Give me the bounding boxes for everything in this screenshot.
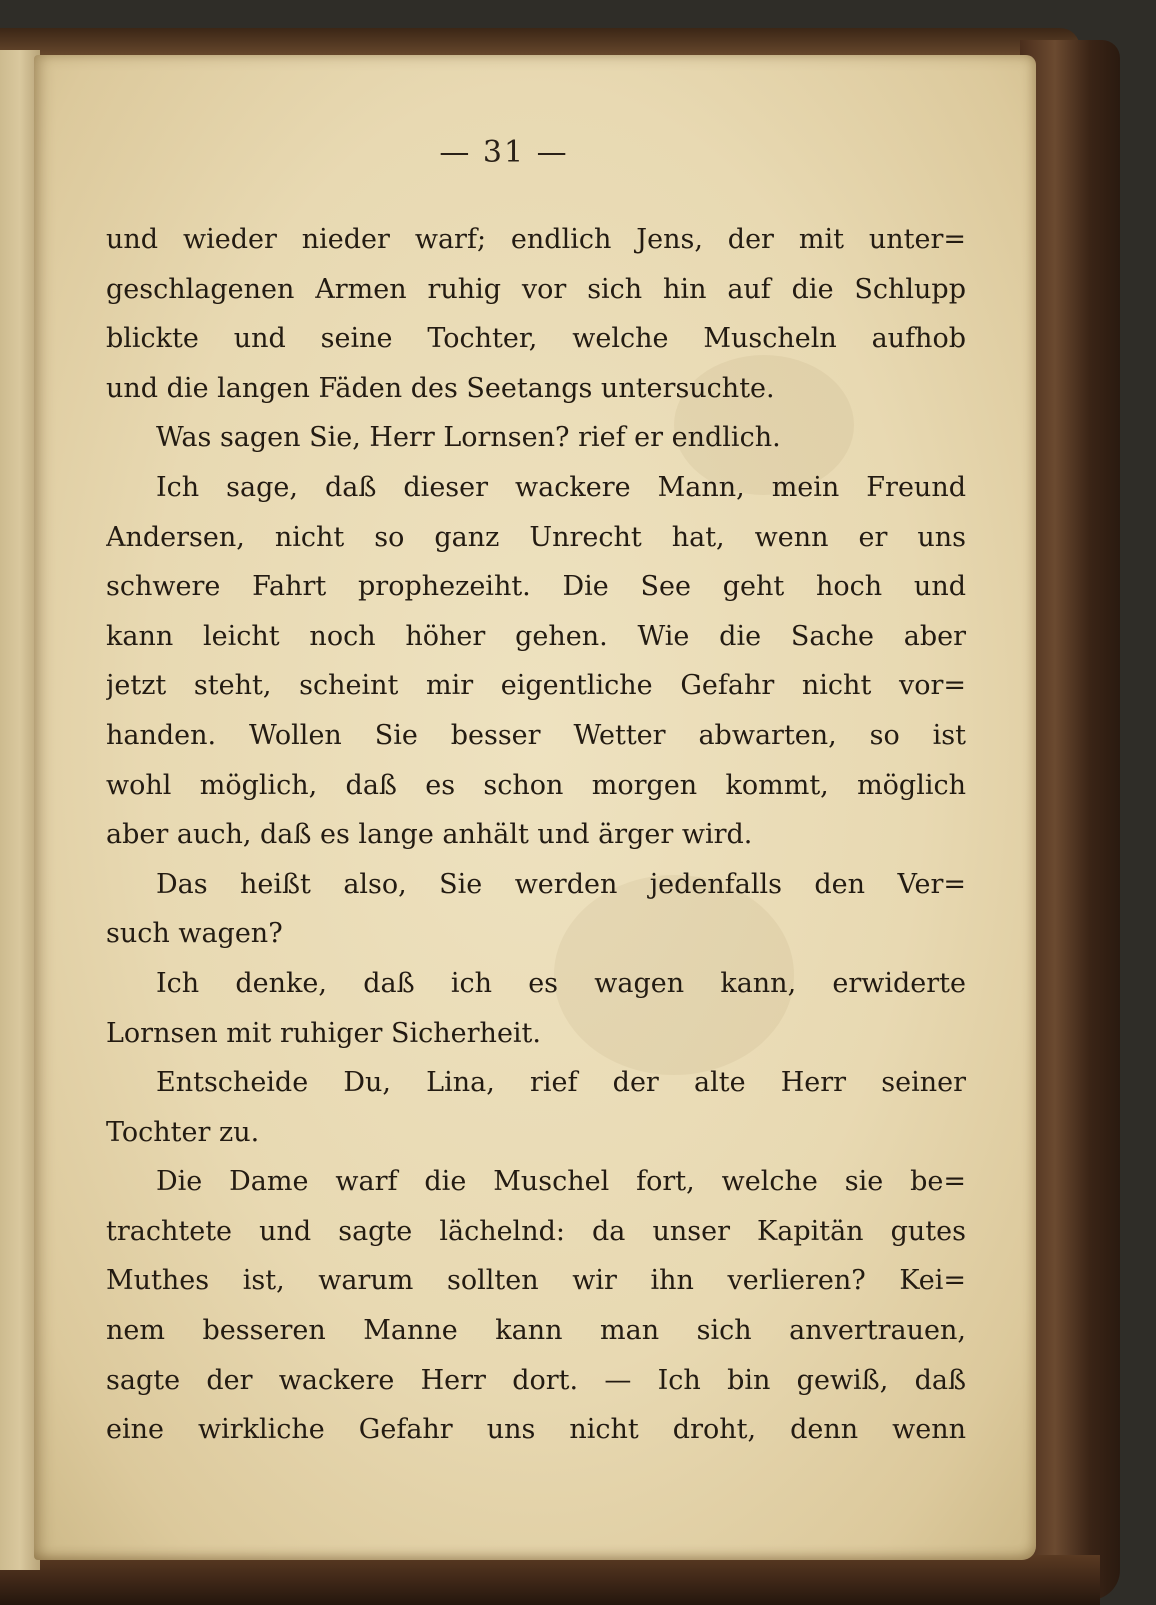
text-line: Das heißt also, Sie werden jedenfalls den Ver=: [156, 868, 966, 900]
text-line: Andersen, nicht so ganz Unrecht hat, wenn er uns: [106, 521, 966, 553]
text-line: such wagen?: [106, 918, 283, 950]
text-line: schwere Fahrt prophezeiht. Die See geht hoch und: [106, 571, 966, 603]
text-line: nem besseren Manne kann man sich anvertrauen,: [106, 1315, 966, 1347]
text-line: Was sagen Sie, Herr Lornsen? rief er endlich.: [156, 422, 781, 454]
text-line: Entscheide Du, Lina, rief der alte Herr seiner: [156, 1067, 966, 1099]
text-line: blickte und seine Tochter, welche Muscheln aufhob: [106, 323, 966, 355]
text-line: Ich sage, daß dieser wackere Mann, mein Freund: [156, 471, 966, 503]
text-line: eine wirkliche Gefahr uns nicht droht, denn wenn: [106, 1414, 966, 1446]
text-line: kann leicht noch höher gehen. Wie die Sache aber: [106, 620, 966, 652]
text-line: aber auch, daß es lange anhält und ärger wird.: [106, 819, 753, 851]
text-line: Die Dame warf die Muschel fort, welche sie be=: [156, 1166, 966, 1198]
text-line: sagte der wackere Herr dort. — Ich bin gewiß, daß: [106, 1364, 966, 1396]
text-line: Tochter zu.: [106, 1116, 260, 1148]
body-text: [106, 215, 966, 1455]
book-cover-top: [0, 28, 1080, 58]
text-line: Muthes ist, warum sollten wir ihn verlieren? Kei=: [106, 1265, 966, 1297]
text-line: Lornsen mit ruhiger Sicherheit.: [106, 1017, 541, 1049]
text-line: handen. Wollen Sie besser Wetter abwarten, so ist: [106, 719, 966, 751]
text-line: trachtete und sagte lächelnd: da unser Kapitän gutes: [106, 1215, 966, 1247]
text-line: wohl möglich, daß es schon morgen kommt, möglich: [106, 769, 966, 801]
text-line: geschlagenen Armen ruhig vor sich hin auf die Schlupp: [106, 273, 966, 305]
text-line: und die langen Fäden des Seetangs untersuchte.: [106, 372, 775, 404]
text-line: und wieder nieder warf; endlich Jens, der mit unter=: [106, 224, 966, 255]
book-page: [34, 55, 1036, 1560]
book-cover-bottom: [0, 1555, 1100, 1605]
text-line: Ich denke, daß ich es wagen kann, erwiderte: [156, 967, 966, 999]
page-number: — 31 —: [439, 135, 569, 170]
text-line: jetzt steht, scheint mir eigentliche Gefahr nicht vor=: [106, 670, 966, 702]
